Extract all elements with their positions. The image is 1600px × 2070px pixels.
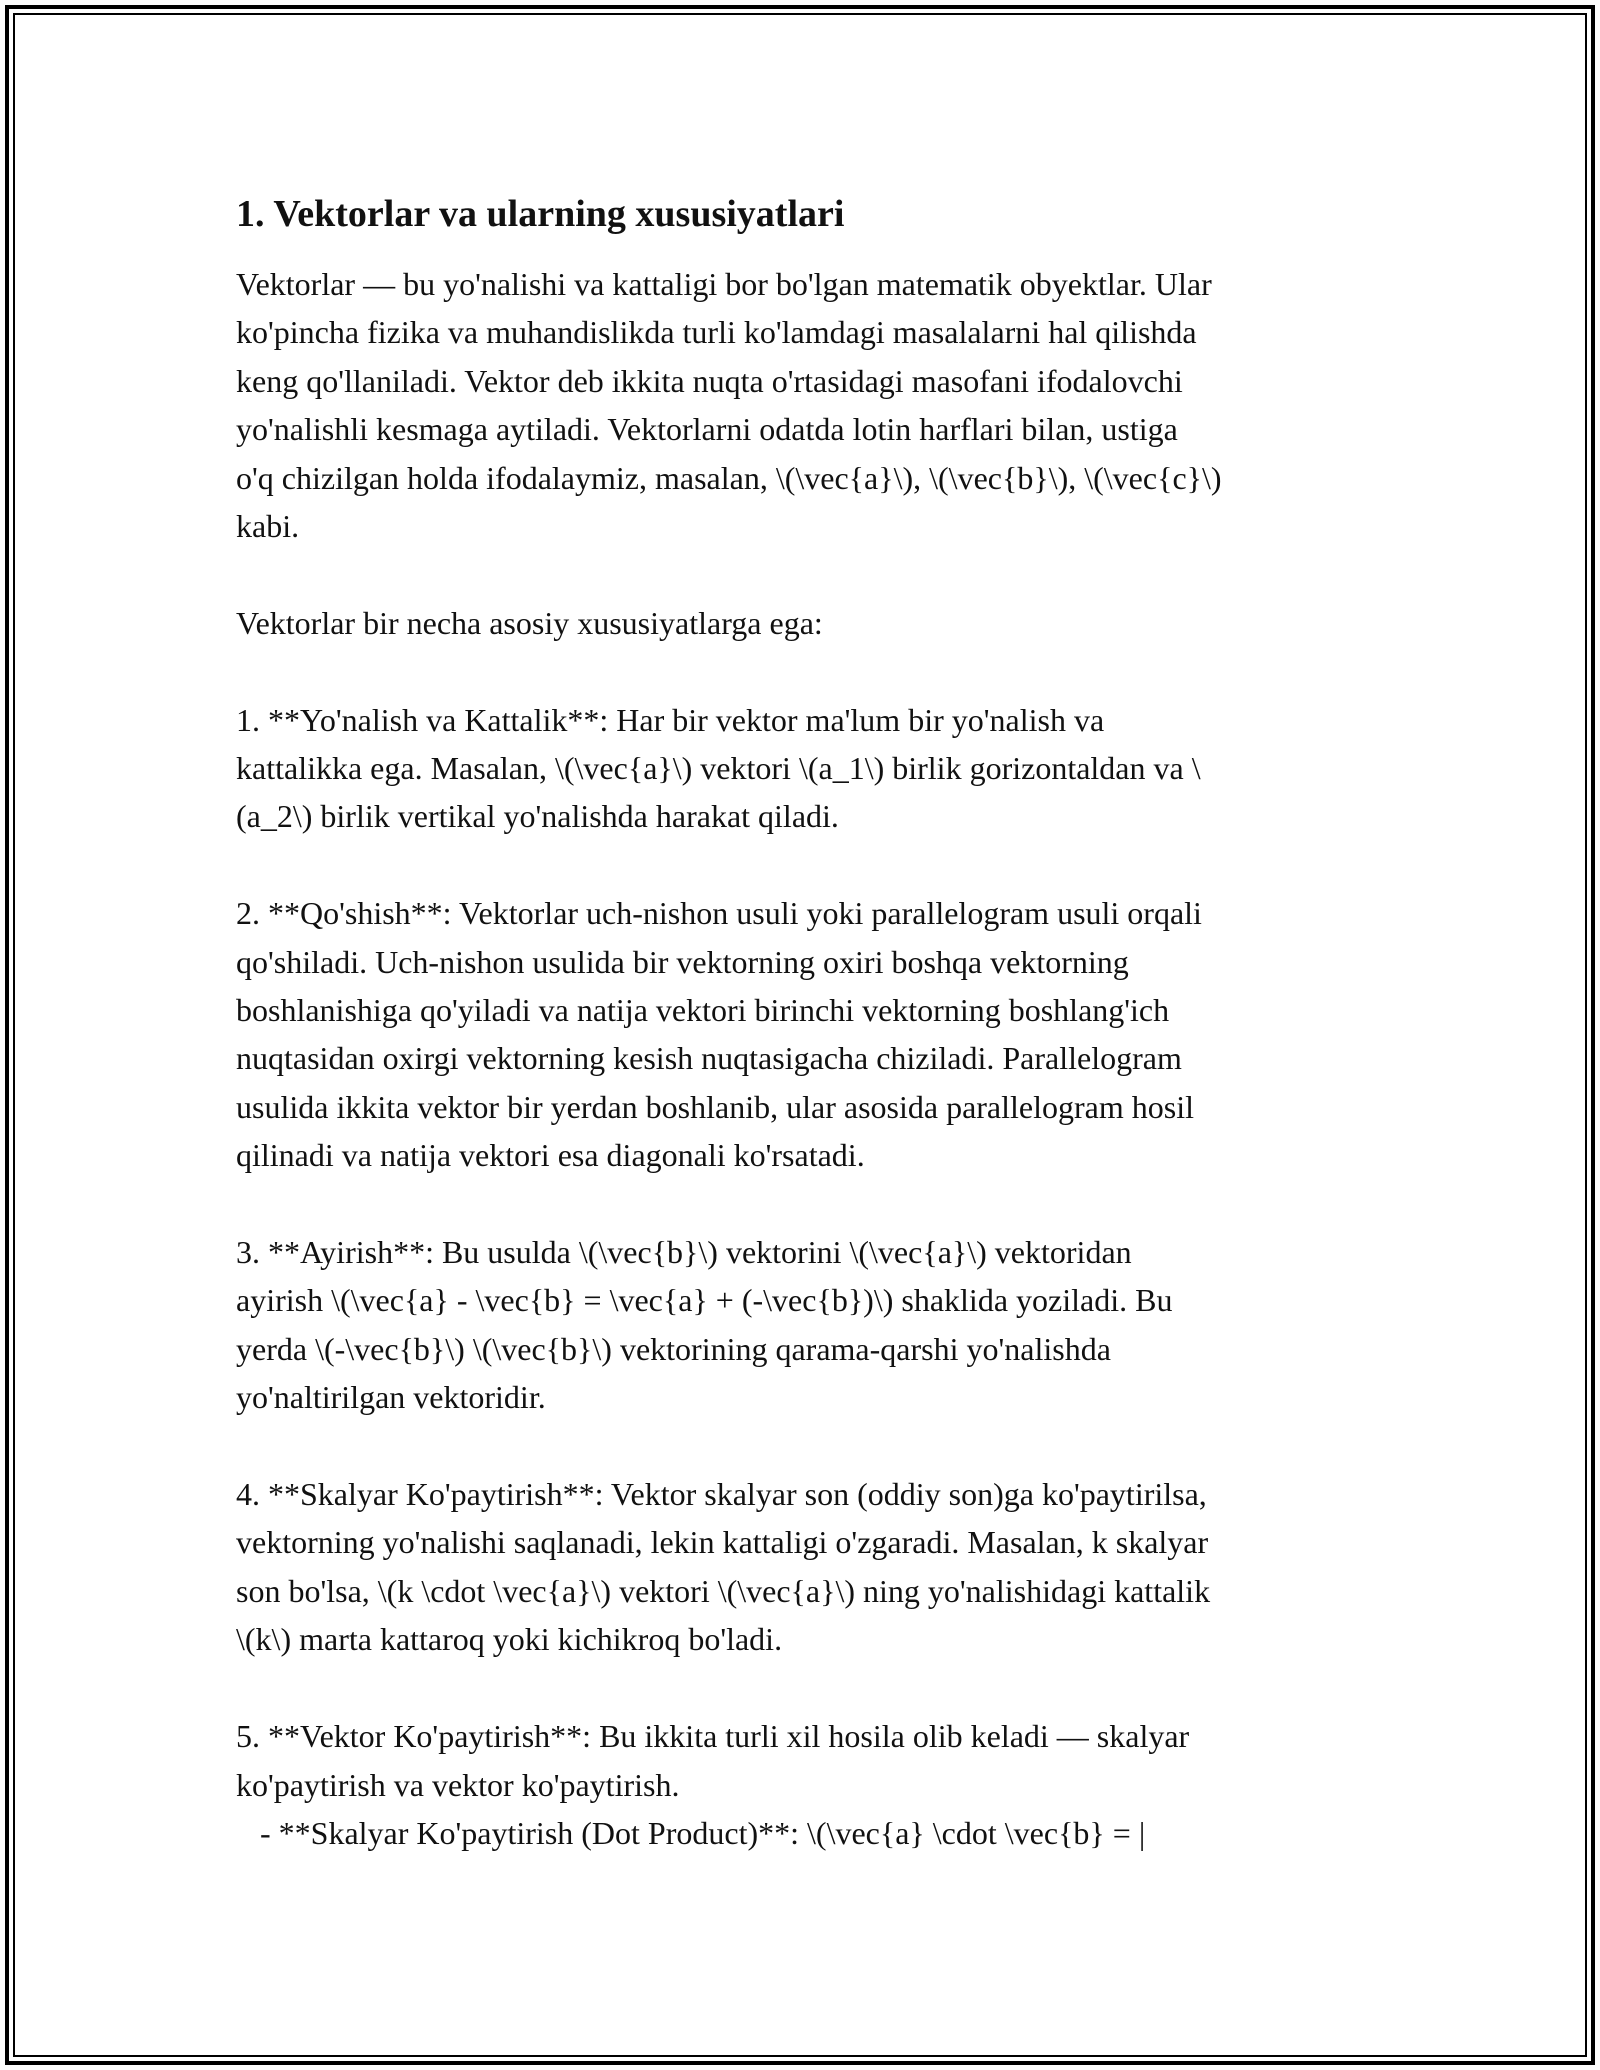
list-item-subtraction: 3. **Ayirish**: Bu usulda \(\vec{b}\) vektorini \(\vec{a}\) vektoridan ayirish \(\vec{a} - \vec{b} = \vec{a} + (-\vec{b})\) shaklida yoziladi. Bu yerda \(-\vec{b}\) \(\vec{b}\) vektorining qarama-qarshi yo'nalishda yo'naltirilgan vektoridir. xyxy=(236,1234,1173,1416)
paragraph-spacer xyxy=(236,1422,1376,1470)
list-item-vector-multiplication: 5. **Vektor Ko'paytirish**: Bu ikkita turli xil hosila olib keladi — skalyar ko'paytirish va vektor ko'paytirish. - **Skalyar Ko'paytirish (Dot Product)**: \(\vec{a} \cdot \vec{b} = | xyxy=(236,1718,1190,1851)
paragraph-spacer xyxy=(236,841,1376,889)
list-item-direction-magnitude: 1. **Yo'nalish va Kattalik**: Har bir vektor ma'lum bir yo'nalish va kattalikka ega. Masalan, \(\vec{a}\) vektori \(a_1\) birlik gorizontaldan va \ (a_2\) birlik vertikal yo'nalishda harakat qiladi. xyxy=(236,701,1201,835)
lead-paragraph: Vektorlar bir necha asosiy xususiyatlarga ega: xyxy=(236,604,823,641)
paragraph-spacer xyxy=(236,647,1376,695)
document-body xyxy=(236,188,1376,1857)
intro-paragraph: Vektorlar — bu yo'nalishi va kattaligi bor bo'lgan matematik obyektlar. Ular ko'pincha fizika va muhandislikda turli ko'lamdagi masalalarni hal qilishda keng qo'llaniladi. Vektor deb ikkita nuqta o'rtasidagi masofani ifodalovchi yo'nalishli kesmaga aytiladi. Vektorlarni odatda lotin harflari bilan, ustiga o'q chizilgan holda ifodalaymiz, masalan, \(\vec{a}\), \(\vec{b}\), \(\vec{c}\) kabi. xyxy=(236,266,1222,545)
paragraph-spacer xyxy=(236,550,1376,598)
list-item-addition: 2. **Qo'shish**: Vektorlar uch-nishon usuli yoki parallelogram usuli orqali qo'shiladi. Uch-nishon usulida bir vektorning oxiri boshqa vektorning boshlanishiga qo'yiladi va natija vektori birinchi vektorning boshlang'ich nuqtasidan oxirgi vektorning kesish nuqtasigacha chiziladi. Parallelogram usulida ikkita vektor bir yerdan boshlanib, ular asosida parallelogram hosil qilinadi va natija vektori esa diagonali ko'rsatadi. xyxy=(236,895,1202,1174)
list-item-scalar-multiplication: 4. **Skalyar Ko'paytirish**: Vektor skalyar son (oddiy son)ga ko'paytirilsa, vektorning yo'nalishi saqlanadi, lekin kattaligi o'zgaradi. Masalan, k skalyar son bo'lsa, \(k \cdot \vec{a}\) vektori \(\vec{a}\) ning yo'nalishidagi kattalik \(k\) marta kattaroq yoki kichikroq bo'ladi. xyxy=(236,1476,1211,1658)
document-title: 1. Vektorlar va ularning xususiyatlari xyxy=(236,193,845,235)
paragraph-spacer xyxy=(236,1180,1376,1228)
paragraph-spacer xyxy=(236,1664,1376,1712)
